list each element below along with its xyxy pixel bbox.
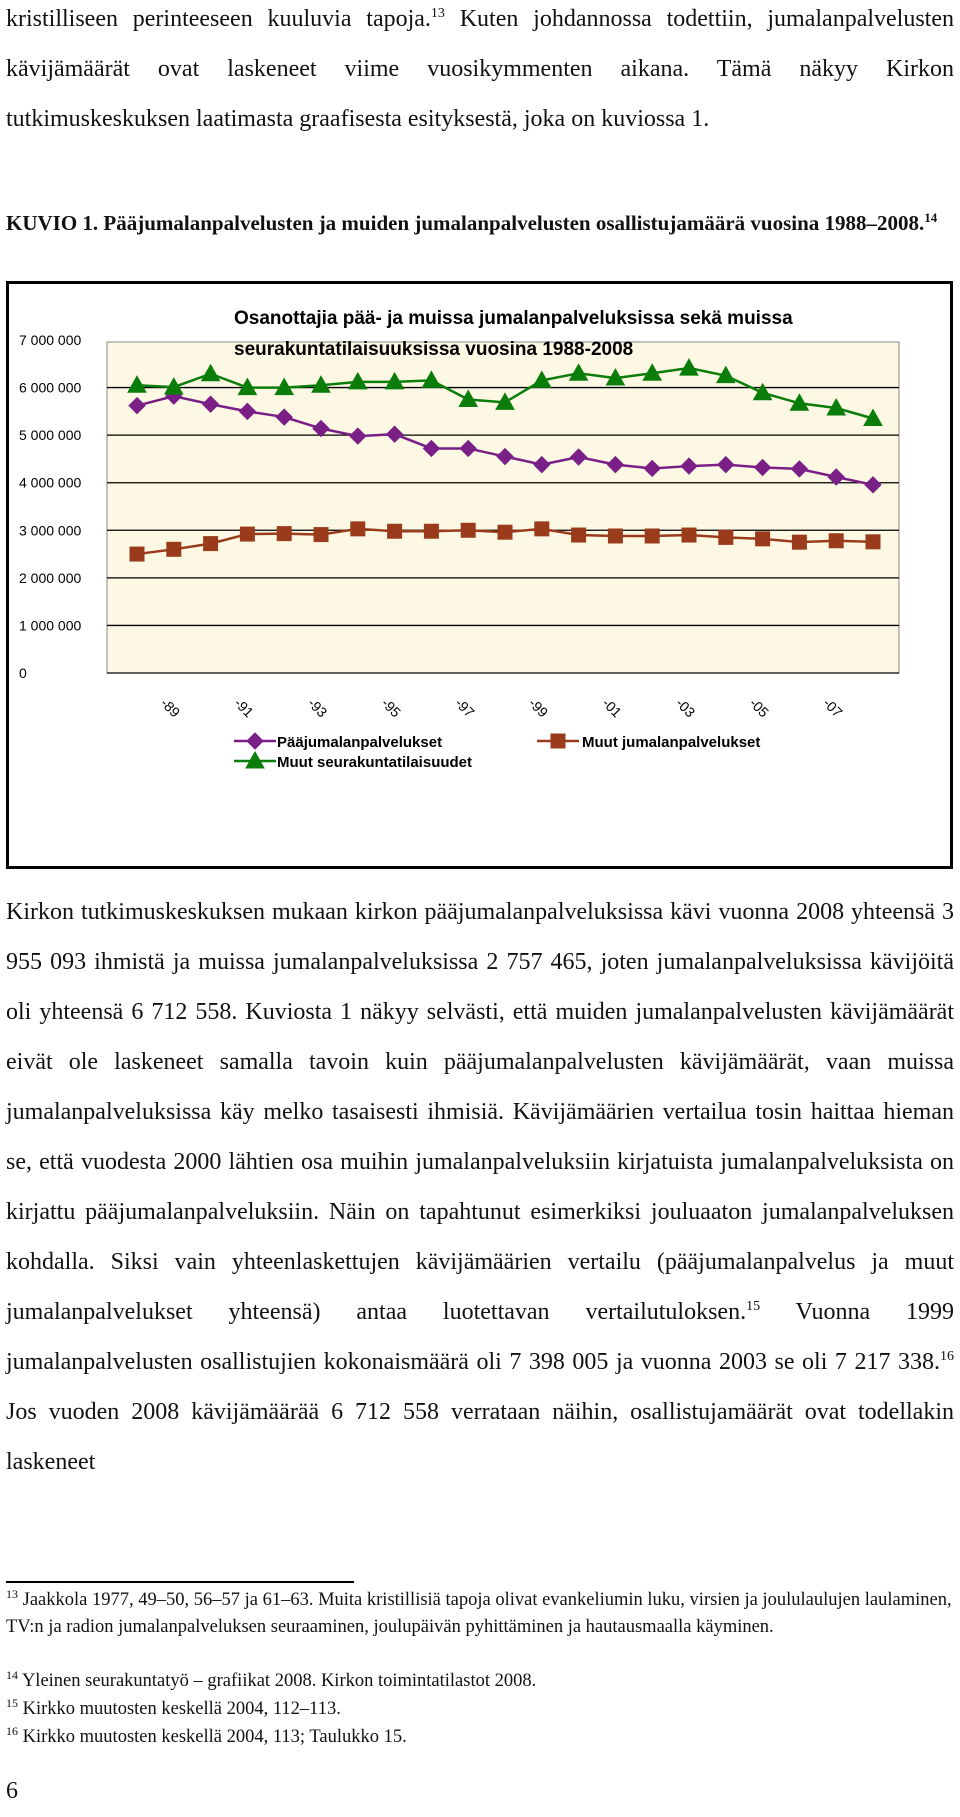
- data-point: [572, 528, 586, 542]
- data-point: [645, 529, 659, 543]
- data-point: [351, 522, 365, 536]
- chart-frame: [6, 281, 953, 869]
- data-point: [167, 542, 181, 556]
- x-tick-label: -99: [525, 694, 552, 721]
- y-tick-label: 3 000 000: [19, 522, 82, 539]
- data-point: [756, 532, 770, 546]
- data-point: [388, 524, 402, 538]
- x-tick-label: -95: [378, 694, 405, 721]
- footnote-14: $^{14}$ Yleinen seurakuntatyö – grafiikat 2008. Kirkon toimintatilastot 2008.: [6, 1667, 537, 1691]
- data-point: [461, 523, 475, 537]
- data-point: [866, 535, 880, 549]
- footnote-divider: [6, 1581, 354, 1583]
- data-point: [314, 528, 328, 542]
- data-point: [829, 534, 843, 548]
- y-tick-label: 6 000 000: [19, 379, 82, 396]
- legend-label: Muut seurakuntatilaisuudet: [277, 754, 473, 771]
- data-point: [608, 529, 622, 543]
- x-tick-label: -89: [157, 694, 184, 721]
- footnote-ref: 13: [430, 6, 445, 21]
- legend-label: Muut jumalanpalvelukset: [582, 734, 761, 751]
- footnote-ref: 15: [746, 1299, 761, 1314]
- y-tick-label: 7 000 000: [19, 332, 82, 348]
- x-tick-label: -97: [452, 694, 478, 721]
- chart-title: Osanottajia pää- ja muissa jumalanpalveluksissa sekä muissa: [234, 308, 793, 329]
- figure-caption: KUVIO 1. Pääjumalanpalvelusten ja muiden jumalanpalvelusten osallistujamäärä vuosina 1988–2008.14: [6, 210, 938, 235]
- data-point: [535, 522, 549, 536]
- x-tick-label: -07: [820, 694, 846, 721]
- legend-marker: [551, 734, 565, 748]
- y-tick-label: 5 000 000: [19, 427, 82, 444]
- chart-title-line2: seurakuntatilaisuuksissa vuosina 1988-2008: [234, 339, 634, 360]
- data-point: [277, 527, 291, 541]
- footnote-15: $^{15}$ Kirkko muutosten keskellä 2004, 112–113.: [6, 1695, 341, 1719]
- x-tick-label: -05: [746, 694, 773, 721]
- x-tick-label: -91: [231, 694, 257, 721]
- data-point: [424, 524, 438, 538]
- x-tick-label: -01: [599, 694, 625, 721]
- x-tick-label: -93: [304, 694, 331, 721]
- legend-marker: [247, 733, 263, 749]
- data-point: [130, 547, 144, 561]
- footnote-13: $^{13}$ Jaakkola 1977, 49–50, 56–57 ja 61–63. Muita kristillisiä tapoja olivat evankeliumin luku, virsien ja joululaulujen laulaminen, TV:n ja radion jumalanpalveluksen seuraaminen, joulupäivän pyhittäminen ja hautausmaalla käyminen.: [6, 1586, 952, 1637]
- data-point: [498, 525, 512, 539]
- data-point: [240, 527, 254, 541]
- data-point: [792, 535, 806, 549]
- line-chart: [9, 284, 950, 866]
- legend-label: Pääjumalanpalvelukset: [277, 734, 443, 751]
- footnote-ref: 16: [940, 1349, 954, 1364]
- data-point: [719, 530, 733, 544]
- footnote-ref: 14: [924, 210, 938, 225]
- intro-paragraph: kristilliseen perinteeseen kuuluvia tapoja.$^{13}$ Kuten johdannossa todettiin, jumalanpalvelusten kävijämäärät ovat laskeneet viime vuosikymmenten aikana. Tämä näkyy Kirkon tutkimuskeskuksen laatimasta graafisesta esityksestä, joka on kuviossa 1.: [6, 6, 954, 132]
- y-tick-label: 2 000 000: [19, 569, 82, 586]
- y-tick-label: 0: [19, 665, 27, 681]
- y-tick-label: 4 000 000: [19, 474, 82, 491]
- plot-area: [107, 342, 899, 673]
- data-point: [682, 528, 696, 542]
- y-tick-label: 1 000 000: [19, 617, 82, 634]
- footnote-16: $^{16}$ Kirkko muutosten keskellä 2004, 113; Taulukko 15.: [6, 1723, 407, 1747]
- data-point: [204, 537, 218, 551]
- x-tick-label: -03: [672, 694, 699, 721]
- page-number: 6: [6, 1778, 18, 1804]
- body-paragraph: Kirkon tutkimuskeskuksen mukaan kirkon pääjumalanpalveluksissa kävi vuonna 2008 yhteensä 3 955 093 ihmistä ja muissa jumalanpalveluksissa 2 757 465, joten jumalanpalveluksissa kävijöitä oli yhteensä 6 712 558. Kuviosta 1 näkyy selvästi, että muiden jumalanpalvelusten kävijämäärät eivät ole laskeneet samalla tavoin kuin pääjumalanpalvelusten kävijämäärät, vaan muissa jumalanpalveluksissa käy melko tasaisesti ihmisiä. Kävijämäärien vertailua tosin haittaa hieman se, että vuodesta 2000 lähtien osa muihin jumalanpalveluksiin kirjatuista jumalanpalveluksista on kirjattu pääjumalanpalveluksiin. Näin on tapahtunut esimerkiksi jouluaaton jumalanpalveluksen kohdalla. Siksi vain yhteenlaskettujen kävijämäärien vertailu (pääjumalanpalvelus ja muut jumalanpalvelukset yhteensä) antaa luotettavan vertailutuloksen.$^{15}$ Vuonna 1999 jumalanpalvelusten osallistujien kokonaismäärä oli 7 398 005 ja vuonna 2003 se oli 7 217 338.16 Jos vuoden 2008 kävijämäärää 6 712 558 verrataan näihin, osallistujamäärät ovat todellakin laskeneet: [6, 899, 954, 1475]
